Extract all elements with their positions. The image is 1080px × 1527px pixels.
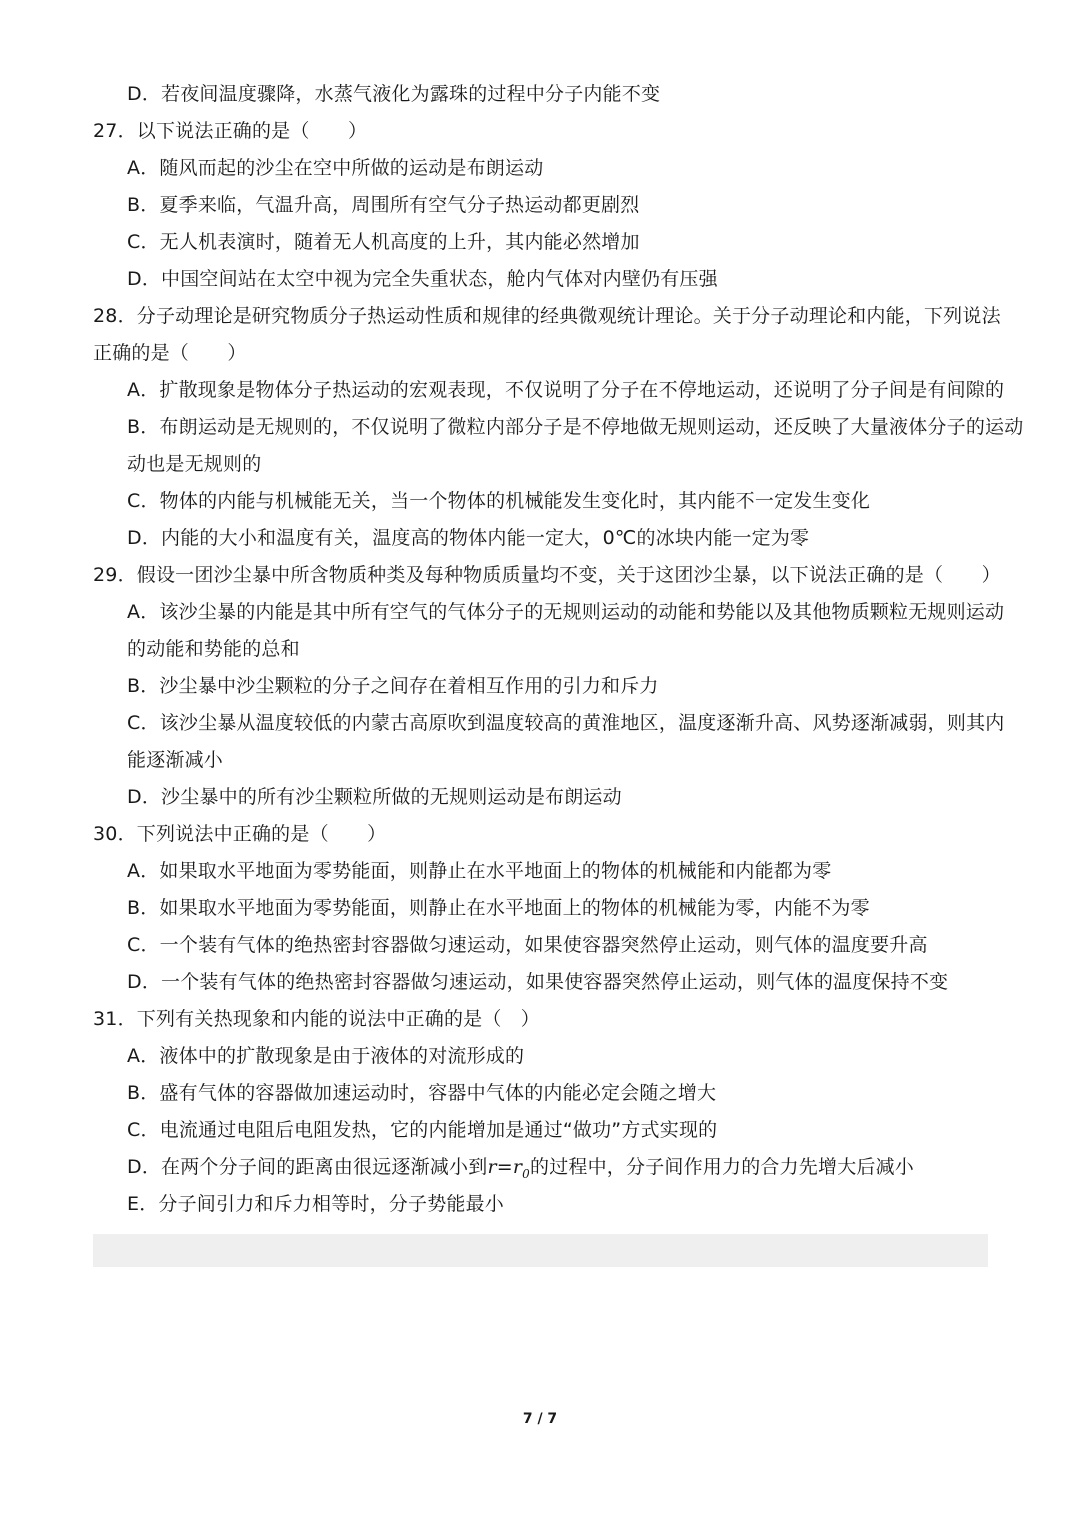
gray-divider-bar: [93, 1234, 988, 1267]
q29-option-a: A．该沙尘暴的内能是其中所有空气的气体分子的无规则运动的动能和势能以及其他物质颗粒无规则运动: [127, 601, 1005, 623]
q31-option-a: A．液体中的扩散现象是由于液体的对流形成的: [127, 1045, 525, 1067]
q28-option-a: A．扩散现象是物体分子热运动的宏观表现，不仅说明了分子在不停地运动，还说明了分子间是有间隙的: [127, 379, 1005, 401]
q27-option-a: A．随风而起的沙尘在空中所做的运动是布朗运动: [127, 157, 544, 179]
page-number: 7 / 7: [522, 1411, 558, 1427]
q27-option-c: C．无人机表演时，随着无人机高度的上升，其内能必然增加: [127, 231, 640, 253]
q30-option-c: C．一个装有气体的绝热密封容器做匀速运动，如果使容器突然停止运动，则气体的温度要升高: [127, 934, 928, 956]
q28-option-b-cont: 动也是无规则的: [127, 453, 262, 475]
formula-r0: r: [512, 1156, 523, 1178]
question-31: 31．下列有关热现象和内能的说法中正确的是（ ）: [93, 1008, 540, 1030]
q29-option-c: C．该沙尘暴从温度较低的内蒙古高原吹到温度较高的黄淮地区，温度逐渐升高、风势逐渐减弱，则其内: [127, 712, 1005, 734]
q31-option-c: C．电流通过电阻后电阻发热，它的内能增加是通过“做功”方式实现的: [127, 1119, 718, 1141]
question-27: 27．以下说法正确的是（ ）: [93, 120, 368, 142]
q30-option-a: A．如果取水平地面为零势能面，则静止在水平地面上的物体的机械能和内能都为零: [127, 860, 832, 882]
q29-option-d: D．沙尘暴中的所有沙尘颗粒所做的无规则运动是布朗运动: [127, 786, 622, 808]
q28-option-c: C．物体的内能与机械能无关，当一个物体的机械能发生变化时，其内能不一定发生变化: [127, 490, 871, 512]
q31-option-e: E．分子间引力和斥力相等时，分子势能最小: [127, 1193, 505, 1215]
formula-r: r: [487, 1156, 497, 1178]
q31-option-d-pre: D．在两个分子间的距离由很远逐渐减小到: [127, 1156, 488, 1178]
formula-equals: =: [496, 1156, 513, 1178]
q28-option-b: B．布朗运动是无规则的，不仅说明了微粒内部分子是不停地做无规则运动，还反映了大量液体分子的运动: [127, 416, 1024, 438]
q29-option-b: B．沙尘暴中沙尘颗粒的分子之间存在着相互作用的引力和斥力: [127, 675, 659, 697]
question-28-cont: 正确的是（ ）: [93, 342, 247, 364]
question-29: 29．假设一团沙尘暴中所含物质种类及每种物质质量均不变，关于这团沙尘暴，以下说法正确的是（ ）: [93, 564, 1001, 586]
question-30: 30．下列说法中正确的是（ ）: [93, 823, 387, 845]
q29-option-a-cont: 的动能和势能的总和: [127, 638, 300, 660]
formula-subscript-0: 0: [522, 1166, 530, 1181]
q31-option-d: [127, 1149, 914, 1185]
q28-option-d: D．内能的大小和温度有关，温度高的物体内能一定大，0℃的冰块内能一定为零: [127, 527, 810, 549]
question-28: 28．分子动理论是研究物质分子热运动性质和规律的经典微观统计理论。关于分子动理论和内能，下列说法: [93, 305, 1001, 327]
q30-option-d: D．一个装有气体的绝热密封容器做匀速运动，如果使容器突然停止运动，则气体的温度保持不变: [127, 971, 949, 993]
q31-option-d-post: 的过程中，分子间作用力的合力先增大后减小: [530, 1156, 915, 1178]
q26-option-d: D．若夜间温度骤降，水蒸气液化为露珠的过程中分子内能不变: [127, 83, 661, 105]
q29-option-c-cont: 能逐渐减小: [127, 749, 224, 771]
q27-option-d: D．中国空间站在太空中视为完全失重状态，舱内气体对内壁仍有压强: [127, 268, 718, 290]
q31-option-b: B．盛有气体的容器做加速运动时，容器中气体的内能必定会随之增大: [127, 1082, 717, 1104]
q30-option-b: B．如果取水平地面为零势能面，则静止在水平地面上的物体的机械能为零，内能不为零: [127, 897, 870, 919]
q27-option-b: B．夏季来临，气温升高，周围所有空气分子热运动都更剧烈: [127, 194, 640, 216]
